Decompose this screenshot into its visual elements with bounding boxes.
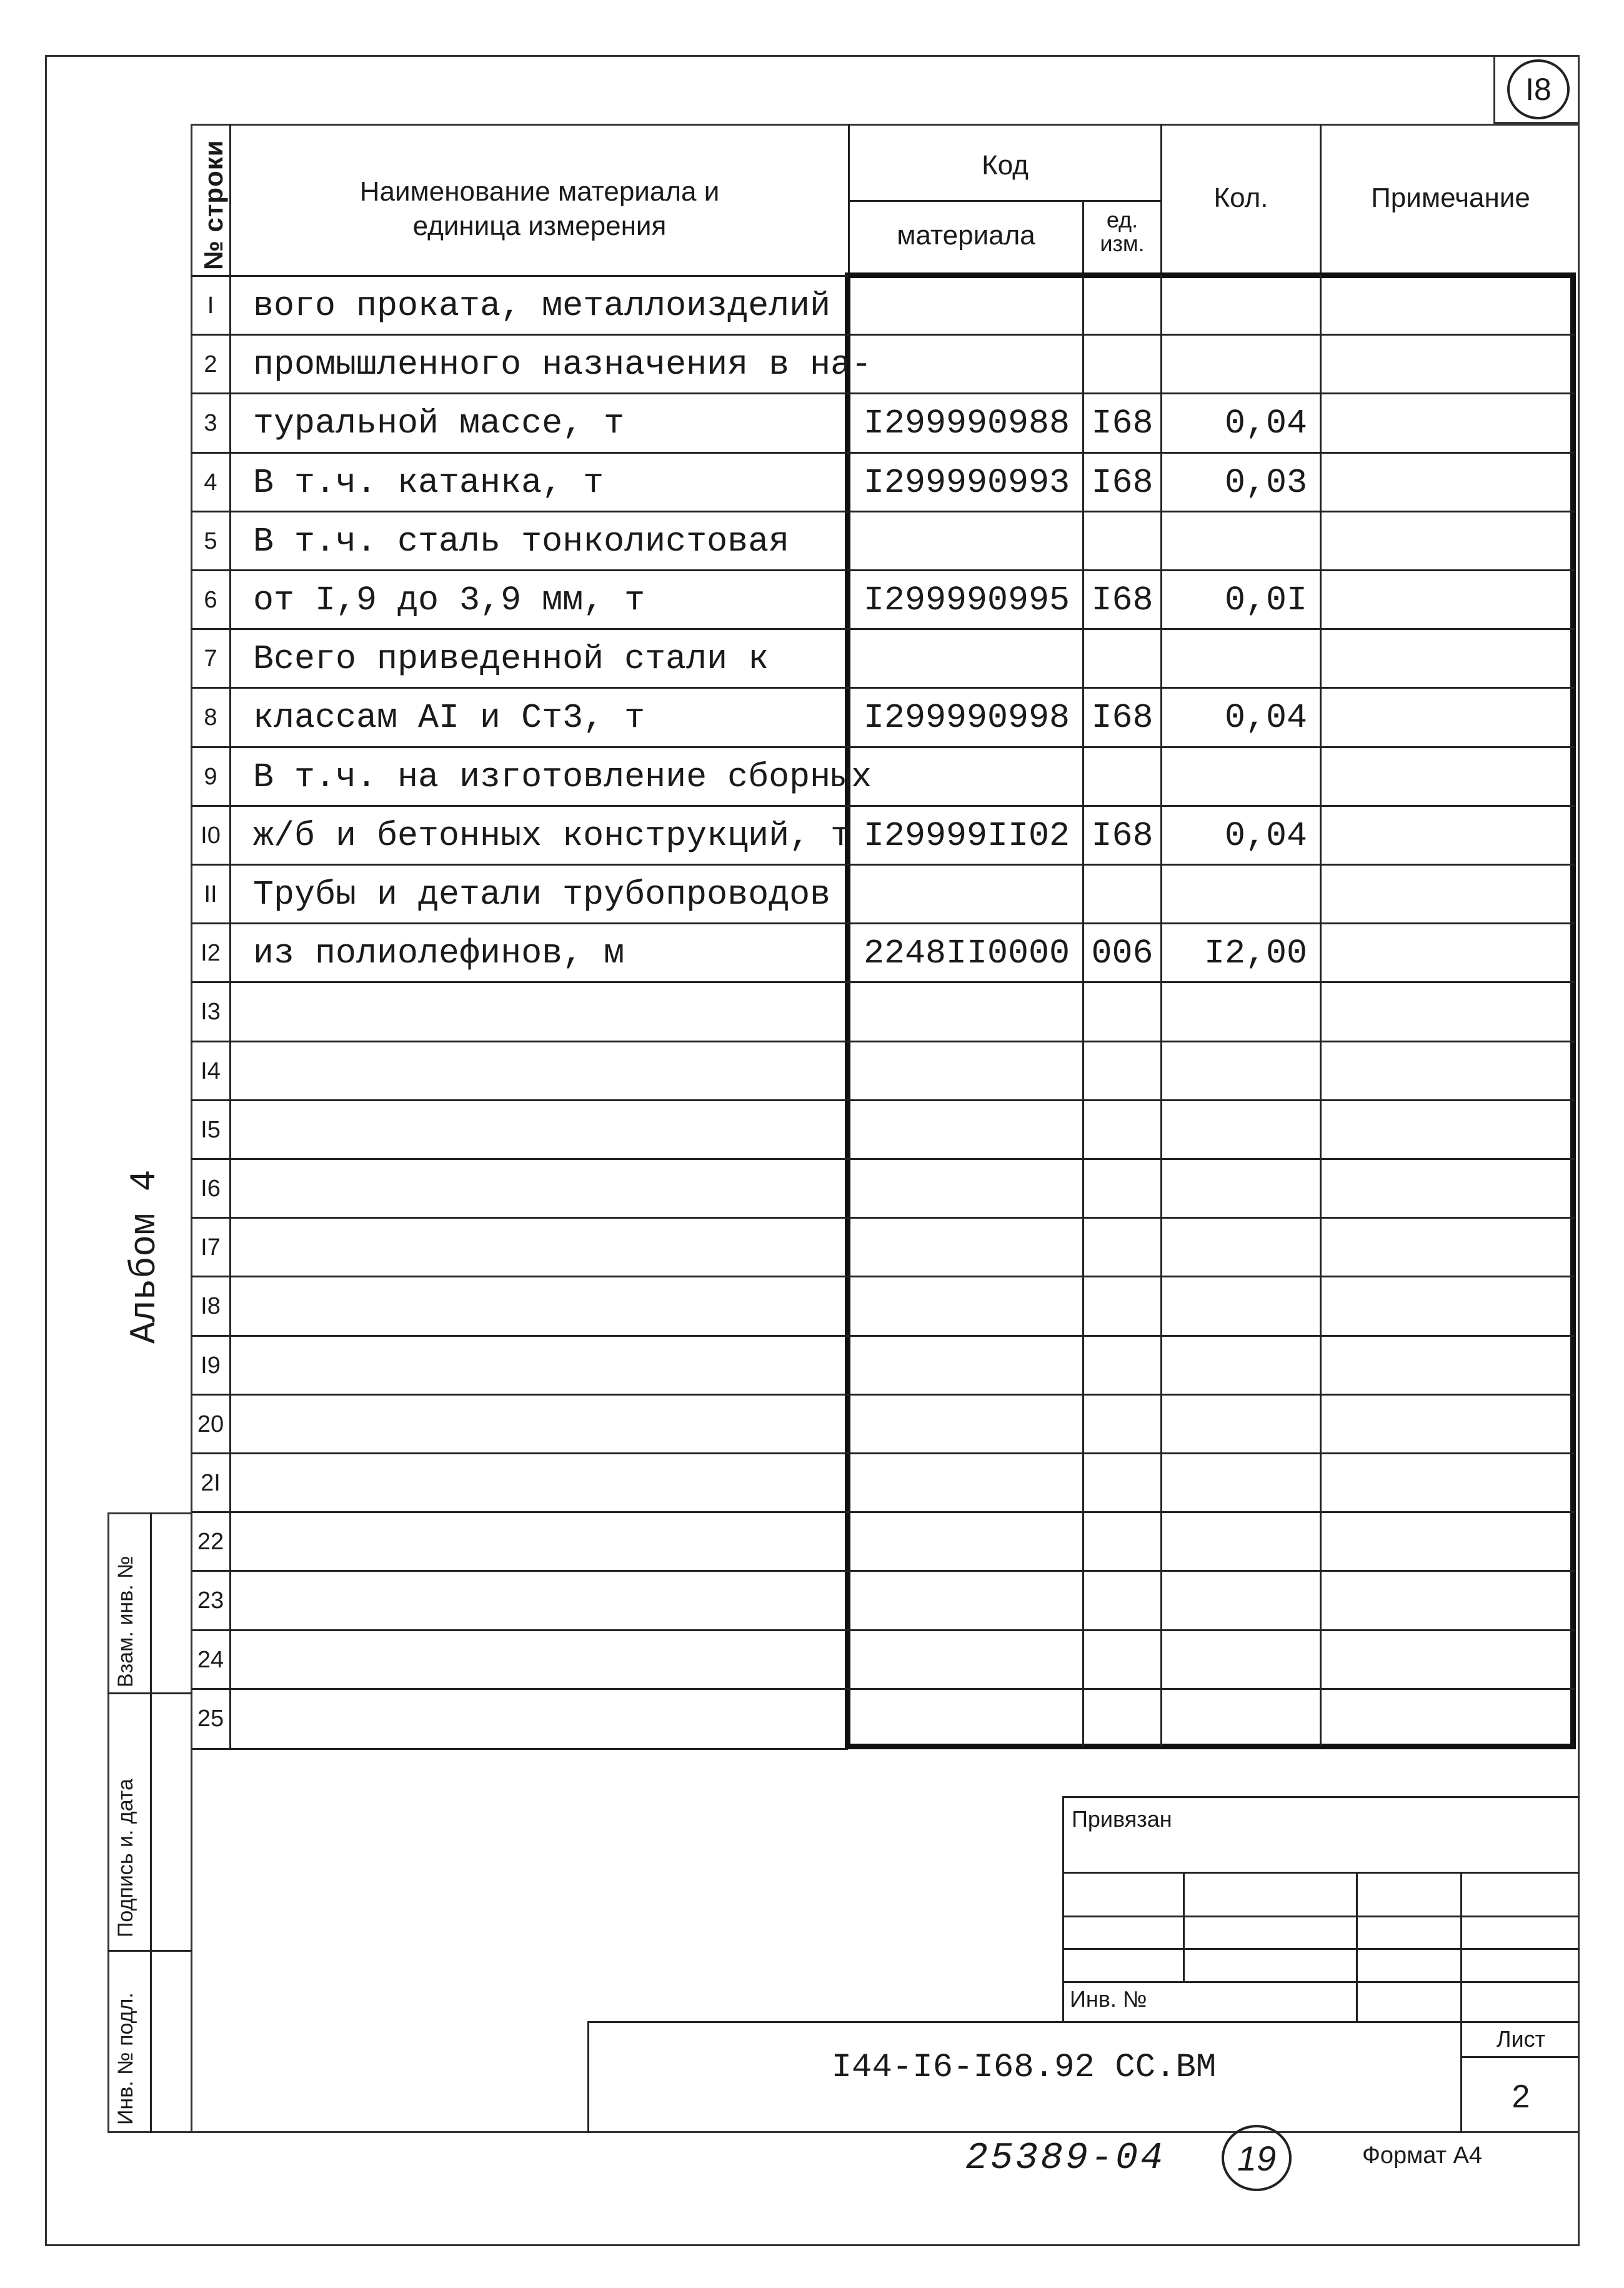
row-number: 23 (197, 1587, 224, 1614)
row-number: II (204, 881, 217, 907)
row-divider (191, 569, 1575, 571)
row-divider (191, 1629, 1575, 1631)
row-number: I7 (201, 1234, 221, 1261)
doc-code: I44-I6-I68.92 СС.ВМ (831, 2049, 1217, 2087)
row-qty: 0,03 (1224, 463, 1307, 502)
row-number: I2 (201, 940, 221, 966)
side-inv-orig: Инв. № подл. (114, 1992, 137, 2125)
album-label: Альбом 4 (125, 1169, 166, 1344)
row-number: I9 (201, 1352, 221, 1379)
row-unit: I68 (1091, 581, 1153, 620)
header-qty: Кол. (1213, 182, 1268, 213)
row-number: 2 (204, 351, 217, 377)
side-vzam: Взам. инв. № (114, 1556, 137, 1687)
row-code: I299990995 (863, 581, 1070, 620)
row-number: 24 (197, 1647, 224, 1673)
body-top-thin (191, 275, 848, 277)
row-qty: 0,04 (1224, 698, 1307, 737)
row-name: В т.ч. на изготовление сборных (253, 757, 872, 797)
stamp-h1 (1062, 1872, 1580, 1874)
row-number: I0 (201, 822, 221, 849)
stamp-v1 (1183, 1872, 1185, 1981)
row-divider (191, 628, 1575, 630)
stamp-privyazan: Привязан (1072, 1806, 1172, 1832)
row-qty: 0,0I (1224, 581, 1307, 620)
row-divider (191, 1570, 1575, 1572)
header-code-split (848, 200, 1160, 202)
row-divider (191, 1276, 1575, 1277)
row-number: I6 (201, 1176, 221, 1202)
header-code: Код (982, 150, 1029, 181)
circled-page-number (1222, 2125, 1292, 2191)
header-name-line2: единица измерения (412, 211, 667, 241)
row-name: Всего приведенной стали к (253, 639, 769, 679)
body-div-rownum (229, 275, 231, 1750)
row-divider (191, 452, 1575, 454)
row-unit: 006 (1091, 934, 1153, 973)
row-name: из полиолефинов, м (253, 934, 625, 973)
row-qty: I2,00 (1203, 934, 1307, 973)
row-number: I8 (201, 1293, 221, 1319)
row-qty: 0,04 (1224, 404, 1307, 443)
row-number: 2I (201, 1470, 221, 1496)
stamp-list-split (1460, 2056, 1580, 2058)
row-name: туральной массе, т (253, 404, 625, 443)
row-divider (191, 1452, 1575, 1454)
stamp-v2 (1356, 1872, 1358, 2021)
row-qty: 0,04 (1224, 816, 1307, 856)
row-name: ж/б и бетонных конструкций, т (253, 816, 852, 856)
row-divider (191, 334, 1575, 336)
header-note: Примечание (1371, 182, 1530, 213)
row-divider (191, 1041, 1575, 1042)
archive-number: 25389-04 (965, 2137, 1166, 2180)
row-name: промышленного назначения в на- (253, 345, 872, 384)
side-sign-date: Подпись и. дата (114, 1779, 137, 1937)
row-unit: I68 (1091, 816, 1153, 856)
row-number: 25 (197, 1706, 224, 1732)
body-top-border (845, 272, 1576, 278)
row-code: I29999II02 (863, 816, 1070, 856)
row-code: I299990988 (863, 404, 1070, 443)
row-number: I3 (201, 999, 221, 1025)
row-number: 20 (197, 1411, 224, 1437)
row-number: I5 (201, 1117, 221, 1143)
row-number: 7 (204, 646, 217, 672)
row-divider (191, 746, 1575, 748)
row-code: I299990998 (863, 698, 1070, 737)
row-divider (191, 1158, 1575, 1160)
side-strip-div (150, 1512, 152, 2133)
format-label: Формат А4 (1362, 2142, 1483, 2169)
row-number: 5 (204, 528, 217, 554)
body-left-thick (845, 272, 850, 1749)
row-divider (191, 392, 1575, 394)
header-name-line1: Наименование материала и (359, 176, 720, 207)
row-divider (191, 922, 1575, 924)
row-code: 2248II0000 (863, 934, 1070, 973)
header-row-no: № строки (199, 139, 228, 270)
row-code: I299990993 (863, 463, 1070, 502)
row-divider (191, 805, 1575, 807)
row-number: 9 (204, 764, 217, 790)
stamp-doc-top (587, 2021, 1580, 2023)
row-number: 6 (204, 587, 217, 613)
body-div-note (1320, 275, 1322, 1747)
row-divider (191, 687, 1575, 689)
row-number: I (207, 292, 214, 319)
row-divider (191, 1394, 1575, 1396)
row-unit: I68 (1091, 463, 1153, 502)
row-name: Трубы и детали трубопроводов (253, 875, 831, 914)
row-divider (191, 1688, 1575, 1690)
row-divider (191, 1335, 1575, 1337)
body-bottom-border (845, 1744, 1576, 1749)
stamp-inv-no: Инв. № (1070, 1986, 1147, 2012)
stamp-h2 (1062, 1916, 1580, 1917)
sheet-number-circle (1507, 59, 1570, 119)
row-divider (191, 864, 1575, 866)
list-value: 2 (1512, 2079, 1530, 2115)
row-unit: I68 (1091, 698, 1153, 737)
row-name: В т.ч. катанка, т (253, 463, 604, 502)
row-number: I4 (201, 1058, 221, 1084)
list-label: Лист (1496, 2026, 1546, 2052)
stamp-left (1062, 1796, 1064, 2021)
row-name: В т.ч. сталь тонколистовая (253, 522, 790, 561)
row-divider (191, 981, 1575, 983)
side-strip-h2 (107, 1950, 192, 1952)
row-number: 3 (204, 410, 217, 436)
row-divider (191, 511, 1575, 512)
row-number: 8 (204, 704, 217, 731)
circled-page-number-text: 19 (1237, 2138, 1277, 2178)
header-unit-line1: ед. (1106, 207, 1138, 232)
row-number: 22 (197, 1529, 224, 1555)
row-unit: I68 (1091, 404, 1153, 443)
row-divider (191, 1511, 1575, 1513)
body-bottom-thin (191, 1748, 848, 1750)
stamp-h4 (1062, 1981, 1580, 1983)
stamp-top (1062, 1796, 1580, 1798)
row-divider (191, 1217, 1575, 1219)
header-material: материала (897, 220, 1035, 251)
row-name: классам АI и Ст3, т (253, 698, 645, 737)
row-name: от I,9 до 3,9 мм, т (253, 581, 645, 620)
sheet-number-top: I8 (1525, 72, 1552, 107)
side-strip-h1 (107, 1692, 192, 1694)
row-divider (191, 1099, 1575, 1101)
row-number: 4 (204, 469, 217, 496)
stamp-h3 (1062, 1948, 1580, 1950)
row-name: вого проката, металлоизделий (253, 286, 831, 326)
body-right-thick (1570, 272, 1576, 1749)
header-unit-line2: изм. (1100, 231, 1145, 256)
